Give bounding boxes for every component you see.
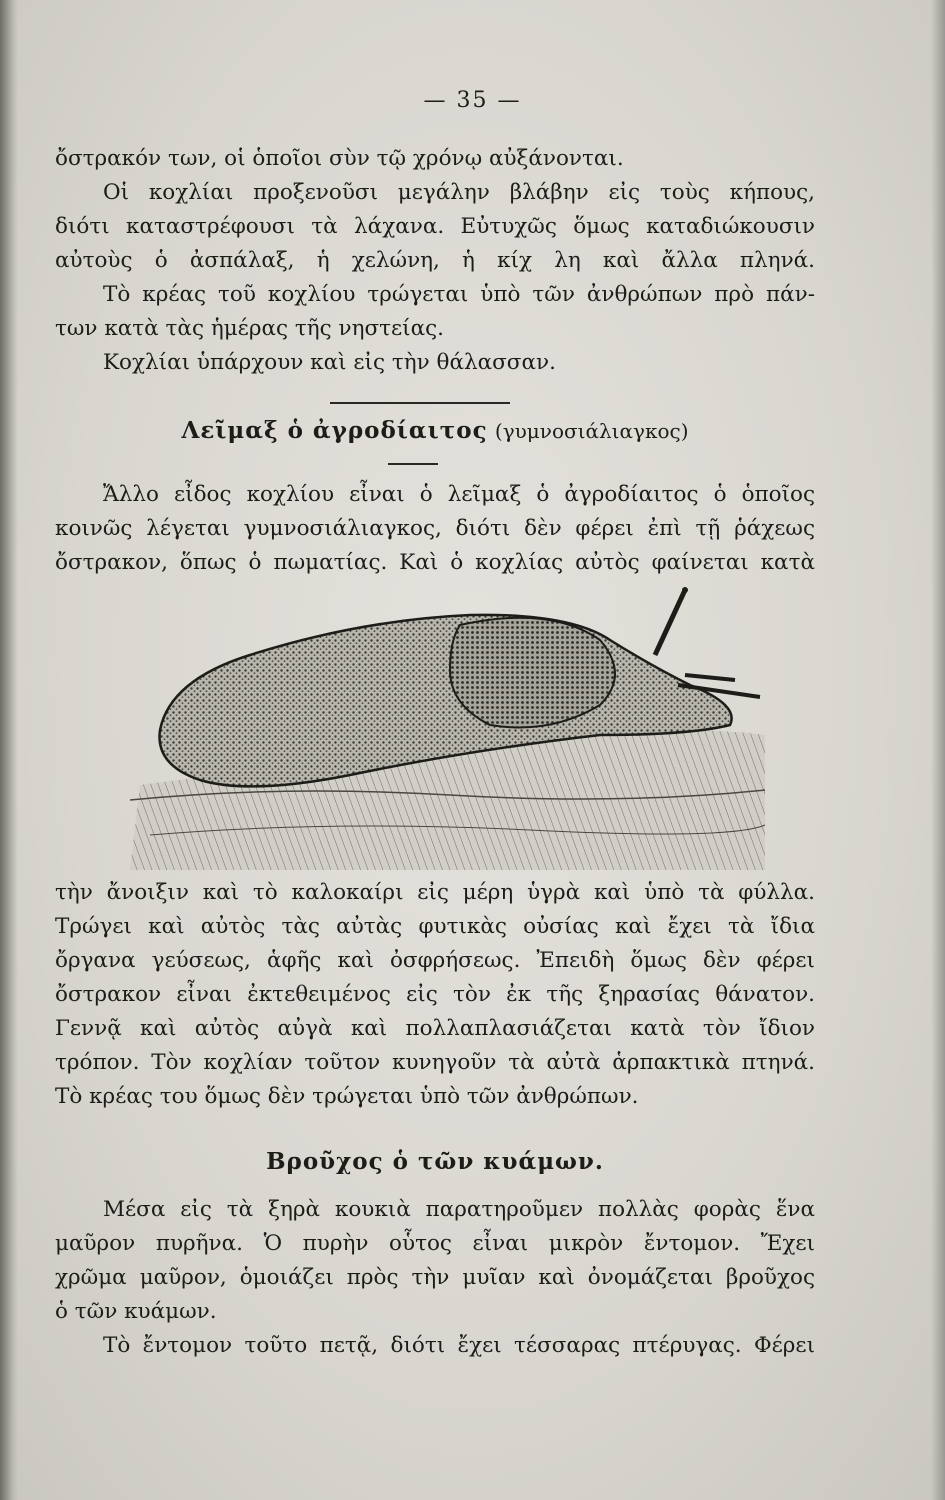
text-line: τὴν ἄνοιξιν καὶ τὸ καλοκαίρι εἰς μέρη ὑγρὰ καὶ ὑπὸ τὰ φύλλα. <box>55 880 815 905</box>
text-line: διότι καταστρέφουσι τὰ λάχανα. Εὐτυχῶς ὅμως καταδιώκουσιν <box>55 214 815 239</box>
text-line: ὄστρακον, ὅπως ὁ πωματίας. Καὶ ὁ κοχλίας αὐτὸς φαίνεται κατὰ <box>55 550 815 575</box>
section-title: Λεῖμαξ ὁ ἀγροδίαιτος <box>181 417 488 444</box>
text-line: Τὸ κρέας του ὅμως δὲν τρώγεται ὑπὸ τῶν ἀνθρώπων. <box>55 1084 639 1109</box>
section-heading-leimax <box>55 417 815 444</box>
section-subtitle: (γυμνοσιάλιαγκος) <box>494 419 689 443</box>
section-divider <box>330 402 510 404</box>
section2-body <box>55 1193 815 1363</box>
top-paragraph <box>55 142 815 380</box>
page-right-edge-shadow <box>931 0 945 1500</box>
text-line: ὄργανα γεύσεως, ἁφῆς καὶ ὀσφρήσεως. Ἐπειδὴ ὅμως δὲν φέρει <box>55 948 815 973</box>
text-line: Ἄλλο εἶδος κοχλίου εἶναι ὁ λεῖμαξ ὁ ἀγροδίαιτος ὁ ὁποῖος <box>103 482 815 507</box>
slug-illustration <box>130 585 770 870</box>
text-line: Μέσα εἰς τὰ ξηρὰ κουκιὰ παρατηροῦμεν πολλὰς φορὰς ἕνα <box>103 1197 815 1222</box>
text-line: ὁ τῶν κυάμων. <box>55 1299 217 1324</box>
section-heading-brouchos <box>55 1148 815 1175</box>
section-title: Βροῦχος ὁ τῶν κυάμων. <box>266 1148 604 1175</box>
text-line: Τρώγει καὶ αὐτὸς τὰς αὐτὰς φυτικὰς οὐσίας καὶ ἔχει τὰ ἴδια <box>55 914 815 939</box>
text-line: Οἱ κοχλίαι προξενοῦσι μεγάλην βλάβην εἰς τοὺς κήπους, <box>103 180 815 205</box>
text-line: ὄστρακόν των, οἱ ὁποῖοι σὺν τῷ χρόνῳ αὐξάνονται. <box>55 146 624 171</box>
text-line: χρῶμα μαῦρον, ὁμοιάζει πρὸς τὴν μυῖαν καὶ ὀνομάζεται βροῦχος <box>55 1265 815 1290</box>
text-line: Κοχλίαι ὑπάρχουν καὶ εἰς τὴν θάλασσαν. <box>103 350 556 375</box>
text-line: Τὸ κρέας τοῦ κοχλίου τρώγεται ὑπὸ τῶν ἀνθρώπων πρὸ πάν- <box>103 282 815 307</box>
text-line: τρόπον. Τὸν κοχλίαν τοῦτον κυνηγοῦν τὰ αὐτὰ ἁρπακτικὰ πτηνά. <box>55 1050 815 1075</box>
section1-body <box>55 876 815 1114</box>
text-line: αὐτοὺς ὁ ἀσπάλαξ, ἡ χελώνη, ἡ κίχ λη καὶ ἄλλα πληνά. <box>55 248 815 273</box>
text-line: Γεννᾷ καὶ αὐτὸς αὐγὰ καὶ πολλαπλασιάζεται κατὰ τὸν ἴδιον <box>55 1016 815 1041</box>
heading-underline <box>388 463 438 465</box>
section1-intro <box>55 478 815 580</box>
text-line: μαῦρον πυρῆνα. Ὁ πυρὴν οὗτος εἶναι μικρὸν ἔντομον. Ἔχει <box>55 1231 815 1256</box>
text-line: κοινῶς λέγεται γυμνοσιάλιαγκος, διότι δὲν φέρει ἐπὶ τῇ ῥάχεως <box>55 516 815 541</box>
text-line: ὄστρακον εἶναι ἐκτεθειμένος εἰς τὸν ἐκ τῆς ξηρασίας θάνατον. <box>55 982 815 1007</box>
page-left-edge-shadow <box>0 0 18 1500</box>
text-line: των κατὰ τὰς ἡμέρας τῆς νηστείας. <box>55 316 444 341</box>
page-number: — 35 — <box>423 88 522 113</box>
text-line: Τὸ ἔντομον τοῦτο πετᾷ, διότι ἔχει τέσσαρας πτέρυγας. Φέρει <box>103 1333 815 1358</box>
